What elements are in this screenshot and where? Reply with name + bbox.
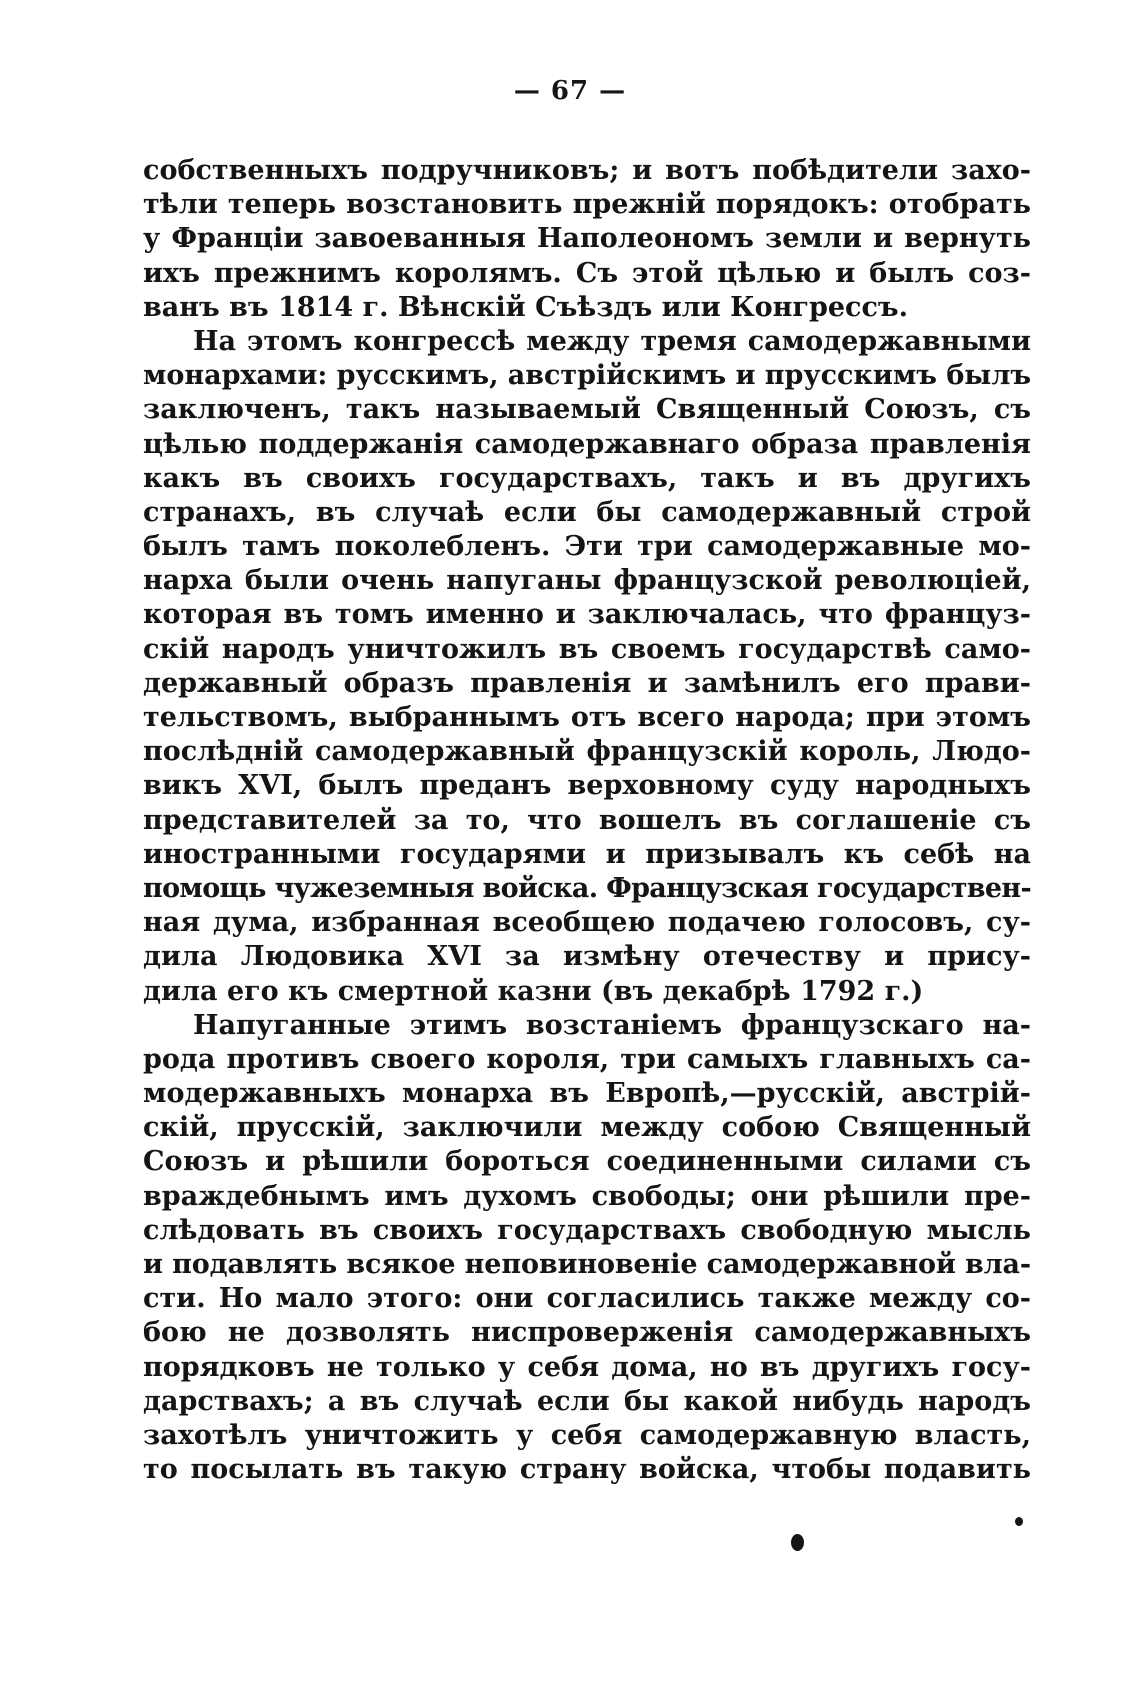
text-line: представителей за то, что вошелъ въ соглашеніе съ xyxy=(143,804,1031,836)
text-line: Напуганные этимъ возстаніемъ французскаго на- xyxy=(193,1009,1031,1041)
text-line: послѣдній самодержавный французскій король, Людо- xyxy=(143,736,1031,768)
text-line: рода противъ своего короля, три самыхъ главныхъ са- xyxy=(143,1043,1031,1075)
text-line: у Франціи завоеванныя Наполеономъ земли и вернуть xyxy=(143,223,1031,255)
text-line: дарствахъ; а въ случаѣ если бы какой нибудь народъ xyxy=(143,1385,1031,1417)
text-line: сти. Но мало этого: они согласились также между со- xyxy=(143,1283,1031,1315)
text-line: порядковъ не только у себя дома, но въ другихъ госу- xyxy=(143,1351,1031,1383)
text-line: бою не дозволять ниспроверженія самодержавныхъ xyxy=(143,1317,1031,1349)
text-line: ная дума, избранная всеобщею подачею голосовъ, су- xyxy=(143,907,1031,939)
text-line: и подавлять всякое неповиновеніе самодержавной вла- xyxy=(143,1249,1031,1280)
text-line: нарха были очень напуганы французской революціей, xyxy=(143,565,1031,597)
text-line: викъ XVI, былъ преданъ верховному суду народныхъ xyxy=(143,770,1031,802)
page-number: — 67 — xyxy=(513,76,627,106)
text-line: ихъ прежнимъ королямъ. Съ этой цѣлью и былъ соз- xyxy=(143,257,1031,289)
text-line: Союзъ и рѣшили бороться соединенными силами съ xyxy=(143,1146,1031,1178)
text-line: тельствомъ, выбраннымъ отъ всего народа; при этомъ xyxy=(143,702,1031,733)
text-line: державный образъ правленія и замѣнилъ его прави- xyxy=(143,667,1031,699)
ink-speck xyxy=(1015,1517,1023,1526)
text-line: странахъ, въ случаѣ если бы самодержавный строй xyxy=(143,496,1031,528)
body-text xyxy=(143,154,1031,1487)
text-line: дила Людовика XVI за измѣну отечеству и прису- xyxy=(143,941,1031,973)
text-line: дила его къ смертной казни (въ декабрѣ 1792 г.) xyxy=(143,975,924,1007)
text-line: какъ въ своихъ государствахъ, такъ и въ другихъ xyxy=(143,462,1031,494)
text-line: собственныхъ подручниковъ; и вотъ побѣдители захо- xyxy=(143,155,1031,186)
text-line: слѣдовать въ своихъ государствахъ свободную мысль xyxy=(143,1214,1031,1246)
ink-blot xyxy=(791,1534,804,1551)
text-line: заключенъ, такъ называемый Священный Союзъ, съ xyxy=(143,394,1031,426)
text-line: которая въ томъ именно и заключалась, что француз- xyxy=(143,599,1031,631)
text-line: скій народъ уничтожилъ въ своемъ государствѣ само- xyxy=(143,633,1031,665)
text-line: враждебнымъ имъ духомъ свободы; они рѣшили пре- xyxy=(143,1180,1031,1212)
text-line: былъ тамъ поколебленъ. Эти три самодержавные мо- xyxy=(143,531,1031,563)
text-line: тѣли теперь возстановить прежній порядокъ: отобрать xyxy=(143,189,1031,221)
text-line: скій, прусскій, заключили между собою Священный xyxy=(143,1112,1031,1144)
text-line: иностранными государями и призывалъ къ себѣ на xyxy=(143,838,1031,870)
text-line: монархами: русскимъ, австрійскимъ и прусскимъ былъ xyxy=(143,360,1031,392)
text-line: ванъ въ 1814 г. Вѣнскій Съѣздъ или Конгрессъ. xyxy=(143,291,909,323)
text-line: помощь чужеземныя войска. Французская государствен- xyxy=(143,872,1031,904)
text-line: цѣлью поддержанія самодержавнаго образа правленія xyxy=(143,428,1031,460)
text-line: захотѣлъ уничтожить у себя самодержавную власть, xyxy=(143,1419,1031,1451)
text-line: модержавныхъ монарха въ Европѣ,—русскій, австрій- xyxy=(143,1078,1031,1110)
text-line: то посылать въ такую страну войска, чтобы подавить xyxy=(143,1454,1031,1486)
text-line: На этомъ конгрессѣ между тремя самодержавными xyxy=(193,325,1031,357)
